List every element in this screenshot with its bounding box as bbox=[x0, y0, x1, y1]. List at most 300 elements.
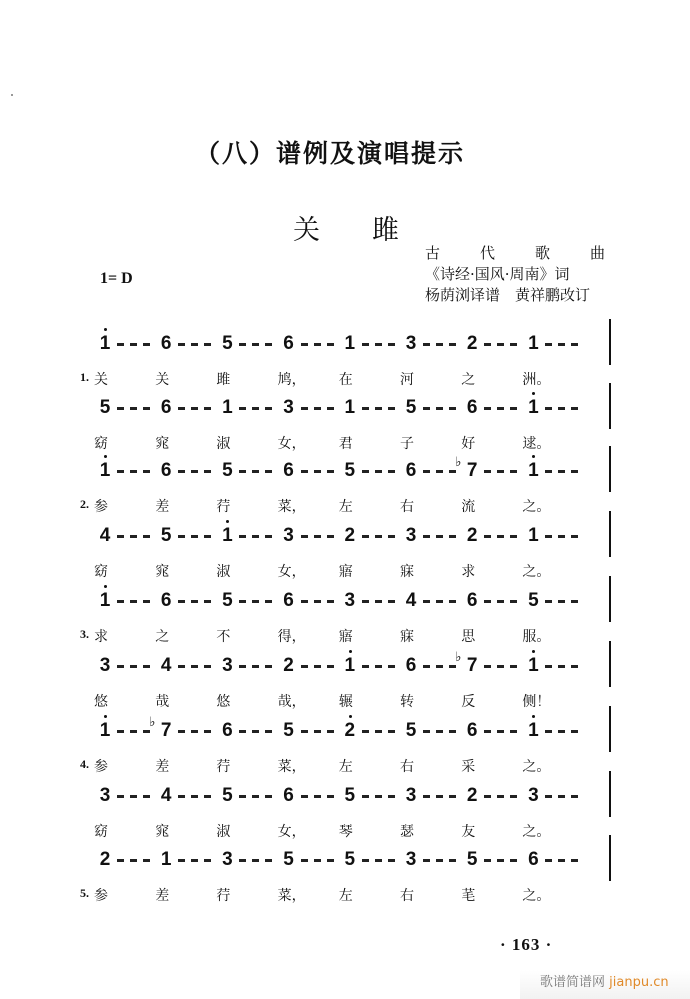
lyric-line bbox=[0, 626, 690, 650]
credit-char: 代 bbox=[479, 244, 495, 262]
extension-dash bbox=[571, 600, 578, 603]
extension-dash bbox=[423, 795, 430, 798]
extension-dash bbox=[375, 859, 382, 862]
note bbox=[340, 460, 360, 482]
note-digit: 2 bbox=[283, 655, 294, 676]
note bbox=[217, 397, 237, 419]
note bbox=[455, 650, 482, 677]
extension-dash bbox=[571, 665, 578, 668]
extension-dash bbox=[265, 730, 272, 733]
note-digit: 6 bbox=[160, 590, 172, 611]
note bbox=[156, 590, 176, 612]
note bbox=[156, 849, 176, 871]
note bbox=[156, 655, 176, 677]
note bbox=[156, 333, 176, 355]
extension-dash bbox=[130, 343, 137, 346]
extension-dash bbox=[191, 600, 198, 603]
lyric-line bbox=[0, 369, 690, 393]
extension-dash bbox=[178, 535, 185, 538]
high-octave-dot-icon bbox=[532, 392, 535, 395]
extension-dash bbox=[314, 795, 321, 798]
extension-dash bbox=[252, 407, 259, 410]
note-digit: 2 bbox=[99, 849, 111, 870]
lyric-syllable: 窕 bbox=[155, 436, 170, 452]
extension-dash bbox=[301, 407, 308, 410]
extension-dash bbox=[178, 343, 185, 346]
note bbox=[401, 655, 421, 677]
note bbox=[455, 455, 482, 482]
extension-dash bbox=[301, 535, 308, 538]
note bbox=[95, 333, 115, 355]
note-digit: 5 bbox=[222, 590, 233, 611]
note-digit: 1 bbox=[160, 849, 172, 870]
extension-dash bbox=[252, 795, 259, 798]
extension-dash bbox=[449, 859, 456, 862]
extension-dash bbox=[191, 343, 198, 346]
extension-dash bbox=[204, 795, 211, 798]
extension-dash bbox=[558, 665, 565, 668]
extension-dash bbox=[130, 535, 137, 538]
extension-dash bbox=[239, 470, 246, 473]
extension-dash bbox=[436, 730, 443, 733]
extension-dash bbox=[436, 343, 443, 346]
note bbox=[217, 525, 237, 547]
note bbox=[340, 525, 360, 547]
note-digit: 7 bbox=[160, 720, 172, 741]
lyric-syllable: 哉 bbox=[155, 694, 170, 710]
extension-dash bbox=[130, 730, 137, 733]
extension-dash bbox=[423, 730, 430, 733]
lyric-syllable: 菜， bbox=[277, 888, 306, 904]
note bbox=[95, 720, 115, 742]
lyric-syllable: 悠 bbox=[216, 694, 231, 710]
extension-dash bbox=[314, 407, 321, 410]
extension-dash bbox=[484, 407, 491, 410]
note bbox=[340, 590, 360, 612]
note bbox=[523, 333, 543, 355]
extension-dash bbox=[117, 343, 124, 346]
lyric-line bbox=[0, 691, 690, 715]
note bbox=[462, 720, 482, 742]
lyric-syllable: 之 bbox=[155, 629, 170, 645]
lyric-syllable: 差 bbox=[155, 759, 170, 775]
extension-dash bbox=[301, 600, 308, 603]
note-digit: 5 bbox=[344, 785, 356, 806]
credit-arranger: 杨荫浏译谱 黄祥鹏改订 bbox=[425, 286, 591, 304]
note-digit: 6 bbox=[283, 785, 294, 806]
extension-dash bbox=[117, 470, 124, 473]
extension-dash bbox=[571, 730, 578, 733]
note bbox=[401, 590, 421, 612]
extension-dash bbox=[327, 343, 334, 346]
extension-dash bbox=[375, 730, 382, 733]
extension-dash bbox=[449, 795, 456, 798]
note-digit: 5 bbox=[99, 397, 111, 418]
note-digit: 5 bbox=[405, 720, 417, 741]
note bbox=[340, 655, 360, 677]
extension-dash bbox=[301, 470, 308, 473]
extension-dash bbox=[558, 407, 565, 410]
extension-dash bbox=[314, 730, 321, 733]
extension-dash bbox=[362, 407, 369, 410]
song-title-char-1: 关 bbox=[293, 215, 320, 246]
extension-dash bbox=[362, 859, 369, 862]
note-digit: 3 bbox=[405, 849, 417, 870]
lyric-syllable: 河 bbox=[400, 372, 414, 388]
note bbox=[401, 460, 421, 482]
note-digit: 2 bbox=[466, 333, 478, 354]
note bbox=[279, 525, 299, 547]
lyric-syllable: 女， bbox=[277, 564, 306, 580]
note-digit: 6 bbox=[283, 333, 294, 354]
extension-dash bbox=[362, 730, 369, 733]
note-digit: 6 bbox=[405, 655, 417, 676]
note-digit: 1 bbox=[99, 720, 111, 741]
high-octave-dot-icon bbox=[349, 650, 352, 653]
extension-dash bbox=[191, 407, 198, 410]
lyric-syllable: 关 bbox=[94, 372, 108, 388]
page-number: · 163 · bbox=[500, 935, 553, 954]
extension-dash bbox=[423, 665, 430, 668]
lyric-syllable: 窕 bbox=[155, 824, 170, 840]
extension-dash bbox=[117, 407, 124, 410]
extension-dash bbox=[191, 795, 198, 798]
note bbox=[279, 333, 299, 355]
extension-dash bbox=[265, 343, 272, 346]
extension-dash bbox=[265, 535, 272, 538]
extension-dash bbox=[558, 859, 565, 862]
lyric-syllable: 瑟 bbox=[400, 824, 414, 840]
scan-speck bbox=[11, 94, 13, 96]
lyric-line bbox=[0, 756, 690, 780]
extension-dash bbox=[362, 535, 369, 538]
extension-dash bbox=[117, 795, 124, 798]
extension-dash bbox=[362, 665, 369, 668]
lyric-syllable: 右 bbox=[400, 888, 414, 904]
lyric-line bbox=[0, 561, 690, 585]
lyric-syllable: 洲。 bbox=[522, 372, 551, 388]
extension-dash bbox=[388, 343, 395, 346]
note bbox=[217, 333, 237, 355]
note-digit: 3 bbox=[283, 397, 294, 418]
extension-dash bbox=[497, 407, 504, 410]
extension-dash bbox=[375, 470, 382, 473]
note bbox=[279, 785, 299, 807]
extension-dash bbox=[497, 535, 504, 538]
lyric-syllable: 荇 bbox=[216, 499, 231, 515]
note-digit: 2 bbox=[466, 525, 478, 546]
lyric-syllable: 寤 bbox=[338, 629, 353, 645]
extension-dash bbox=[301, 343, 308, 346]
extension-dash bbox=[510, 665, 517, 668]
verse-number: 1. bbox=[80, 370, 89, 384]
note bbox=[523, 525, 543, 547]
note-digit: 5 bbox=[222, 333, 233, 354]
extension-dash bbox=[301, 665, 308, 668]
extension-dash bbox=[265, 600, 272, 603]
extension-dash bbox=[558, 343, 565, 346]
lyric-syllable: 子 bbox=[400, 436, 414, 452]
high-octave-dot-icon bbox=[104, 715, 107, 718]
extension-dash bbox=[178, 859, 185, 862]
lyric-syllable: 逑。 bbox=[522, 436, 551, 452]
note bbox=[217, 460, 237, 482]
note bbox=[523, 720, 543, 742]
barline bbox=[609, 319, 611, 365]
extension-dash bbox=[117, 730, 124, 733]
extension-dash bbox=[449, 665, 456, 668]
lyric-syllable: 淑 bbox=[216, 436, 231, 452]
note bbox=[279, 655, 299, 677]
lyric-syllable: 不 bbox=[216, 629, 231, 645]
note bbox=[279, 397, 299, 419]
note bbox=[523, 397, 543, 419]
extension-dash bbox=[239, 535, 246, 538]
verse-number: 4. bbox=[80, 757, 89, 771]
extension-dash bbox=[375, 600, 382, 603]
extension-dash bbox=[204, 665, 211, 668]
extension-dash bbox=[117, 535, 124, 538]
extension-dash bbox=[436, 600, 443, 603]
extension-dash bbox=[130, 665, 137, 668]
extension-dash bbox=[510, 535, 517, 538]
note-digit: 6 bbox=[405, 460, 417, 481]
note-digit: 1 bbox=[528, 333, 539, 354]
extension-dash bbox=[252, 665, 259, 668]
extension-dash bbox=[265, 470, 272, 473]
barline bbox=[609, 641, 611, 687]
extension-dash bbox=[510, 795, 517, 798]
extension-dash bbox=[362, 343, 369, 346]
note-digit: 3 bbox=[344, 590, 356, 611]
high-octave-dot-icon bbox=[349, 715, 352, 718]
extension-dash bbox=[497, 665, 504, 668]
extension-dash bbox=[484, 795, 491, 798]
barline bbox=[609, 383, 611, 429]
flat-sign-icon: ♭ bbox=[455, 650, 462, 665]
barline bbox=[609, 576, 611, 622]
lyric-syllable: 得， bbox=[277, 629, 306, 645]
extension-dash bbox=[143, 665, 150, 668]
note bbox=[217, 655, 237, 677]
extension-dash bbox=[423, 470, 430, 473]
high-octave-dot-icon bbox=[104, 328, 107, 331]
song-title-char-2: 雎 bbox=[372, 215, 399, 246]
lyric-syllable: 之。 bbox=[522, 499, 551, 515]
lyric-syllable: 好 bbox=[461, 436, 476, 452]
extension-dash bbox=[571, 795, 578, 798]
extension-dash bbox=[143, 470, 150, 473]
notation-line bbox=[0, 785, 690, 815]
note bbox=[401, 333, 421, 355]
extension-dash bbox=[423, 535, 430, 538]
note-digit: 5 bbox=[466, 849, 478, 870]
note bbox=[462, 590, 482, 612]
extension-dash bbox=[204, 600, 211, 603]
extension-dash bbox=[143, 600, 150, 603]
watermark bbox=[520, 970, 690, 999]
extension-dash bbox=[327, 470, 334, 473]
note-digit: 3 bbox=[222, 849, 233, 870]
high-octave-dot-icon bbox=[532, 455, 535, 458]
extension-dash bbox=[327, 600, 334, 603]
note bbox=[462, 785, 482, 807]
extension-dash bbox=[449, 407, 456, 410]
note bbox=[217, 720, 237, 742]
note-digit: 5 bbox=[528, 590, 539, 611]
extension-dash bbox=[571, 343, 578, 346]
note-digit: 1 bbox=[528, 655, 539, 676]
notation-line bbox=[0, 455, 690, 490]
extension-dash bbox=[130, 600, 137, 603]
extension-dash bbox=[178, 795, 185, 798]
extension-dash bbox=[204, 535, 211, 538]
lyric-syllable: 友 bbox=[461, 824, 476, 840]
lyric-syllable: 关 bbox=[155, 372, 170, 388]
extension-dash bbox=[510, 407, 517, 410]
extension-dash bbox=[484, 535, 491, 538]
credit-char: 古 bbox=[425, 244, 441, 262]
high-octave-dot-icon bbox=[104, 455, 107, 458]
extension-dash bbox=[178, 600, 185, 603]
extension-dash bbox=[436, 535, 443, 538]
note bbox=[217, 590, 237, 612]
lyric-syllable: 参 bbox=[94, 888, 108, 904]
barline bbox=[609, 771, 611, 817]
lyric-line bbox=[0, 433, 690, 457]
extension-dash bbox=[239, 730, 246, 733]
note bbox=[279, 849, 299, 871]
extension-dash bbox=[484, 665, 491, 668]
extension-dash bbox=[191, 535, 198, 538]
note bbox=[340, 785, 360, 807]
extension-dash bbox=[301, 730, 308, 733]
verse-number: 5. bbox=[80, 886, 89, 900]
note bbox=[340, 849, 360, 871]
extension-dash bbox=[449, 535, 456, 538]
lyric-syllable: 左 bbox=[338, 888, 353, 904]
note bbox=[95, 590, 115, 612]
note bbox=[462, 525, 482, 547]
extension-dash bbox=[362, 600, 369, 603]
note-digit: 7 bbox=[466, 460, 478, 481]
extension-dash bbox=[327, 535, 334, 538]
notation-line bbox=[0, 849, 690, 879]
extension-dash bbox=[130, 407, 137, 410]
barline bbox=[609, 835, 611, 881]
extension-dash bbox=[239, 407, 246, 410]
note bbox=[401, 785, 421, 807]
lyric-syllable: 之 bbox=[461, 372, 476, 388]
barline bbox=[609, 706, 611, 752]
high-octave-dot-icon bbox=[532, 650, 535, 653]
note bbox=[279, 460, 299, 482]
flat-sign-icon: ♭ bbox=[455, 455, 462, 470]
lyric-syllable: 之。 bbox=[522, 888, 551, 904]
lyric-syllable: 寤 bbox=[338, 564, 353, 580]
lyric-syllable: 流 bbox=[461, 499, 476, 515]
note-digit: 6 bbox=[466, 590, 478, 611]
extension-dash bbox=[545, 665, 552, 668]
note-digit: 6 bbox=[528, 849, 539, 870]
extension-dash bbox=[436, 795, 443, 798]
note bbox=[523, 460, 543, 482]
note bbox=[95, 655, 115, 677]
notation-line bbox=[0, 590, 690, 620]
extension-dash bbox=[497, 470, 504, 473]
extension-dash bbox=[327, 665, 334, 668]
note bbox=[279, 590, 299, 612]
extension-dash bbox=[204, 343, 211, 346]
extension-dash bbox=[130, 795, 137, 798]
note-digit: 1 bbox=[99, 460, 111, 481]
extension-dash bbox=[510, 470, 517, 473]
note-digit: 6 bbox=[466, 397, 478, 418]
note-digit: 3 bbox=[222, 655, 233, 676]
extension-dash bbox=[204, 407, 211, 410]
watermark-site-name: 歌谱简谱网 bbox=[540, 975, 606, 990]
high-octave-dot-icon bbox=[104, 585, 107, 588]
extension-dash bbox=[362, 470, 369, 473]
note-digit: 2 bbox=[466, 785, 478, 806]
note bbox=[95, 460, 115, 482]
credit-source bbox=[425, 243, 605, 264]
note bbox=[95, 525, 115, 547]
extension-dash bbox=[545, 407, 552, 410]
extension-dash bbox=[571, 859, 578, 862]
extension-dash bbox=[143, 730, 150, 733]
note bbox=[462, 849, 482, 871]
lyric-syllable: 窕 bbox=[155, 564, 170, 580]
notation-line bbox=[0, 525, 690, 555]
extension-dash bbox=[375, 343, 382, 346]
extension-dash bbox=[252, 600, 259, 603]
note-digit: 1 bbox=[528, 397, 539, 418]
note-digit: 2 bbox=[344, 525, 356, 546]
note-digit: 4 bbox=[160, 655, 172, 676]
note bbox=[340, 720, 360, 742]
note-digit: 3 bbox=[99, 655, 111, 676]
note-digit: 1 bbox=[99, 333, 111, 354]
flat-sign-icon: ♭ bbox=[149, 715, 156, 730]
extension-dash bbox=[178, 730, 185, 733]
extension-dash bbox=[510, 343, 517, 346]
verse-number: 3. bbox=[80, 627, 89, 641]
note-digit: 3 bbox=[405, 333, 417, 354]
extension-dash bbox=[388, 407, 395, 410]
note bbox=[523, 590, 543, 612]
note-digit: 5 bbox=[283, 849, 294, 870]
extension-dash bbox=[484, 343, 491, 346]
extension-dash bbox=[436, 407, 443, 410]
extension-dash bbox=[558, 470, 565, 473]
extension-dash bbox=[191, 730, 198, 733]
barline bbox=[609, 511, 611, 557]
note-digit: 3 bbox=[283, 525, 294, 546]
extension-dash bbox=[143, 859, 150, 862]
note-digit: 4 bbox=[405, 590, 417, 611]
lyric-line bbox=[0, 885, 690, 909]
lyric-syllable: 反 bbox=[461, 694, 476, 710]
note-digit: 6 bbox=[466, 720, 478, 741]
lyric-syllable: 荇 bbox=[216, 888, 231, 904]
extension-dash bbox=[143, 535, 150, 538]
extension-dash bbox=[558, 535, 565, 538]
extension-dash bbox=[265, 859, 272, 862]
extension-dash bbox=[117, 665, 124, 668]
notation-line bbox=[0, 333, 690, 363]
notation-line bbox=[0, 715, 690, 750]
